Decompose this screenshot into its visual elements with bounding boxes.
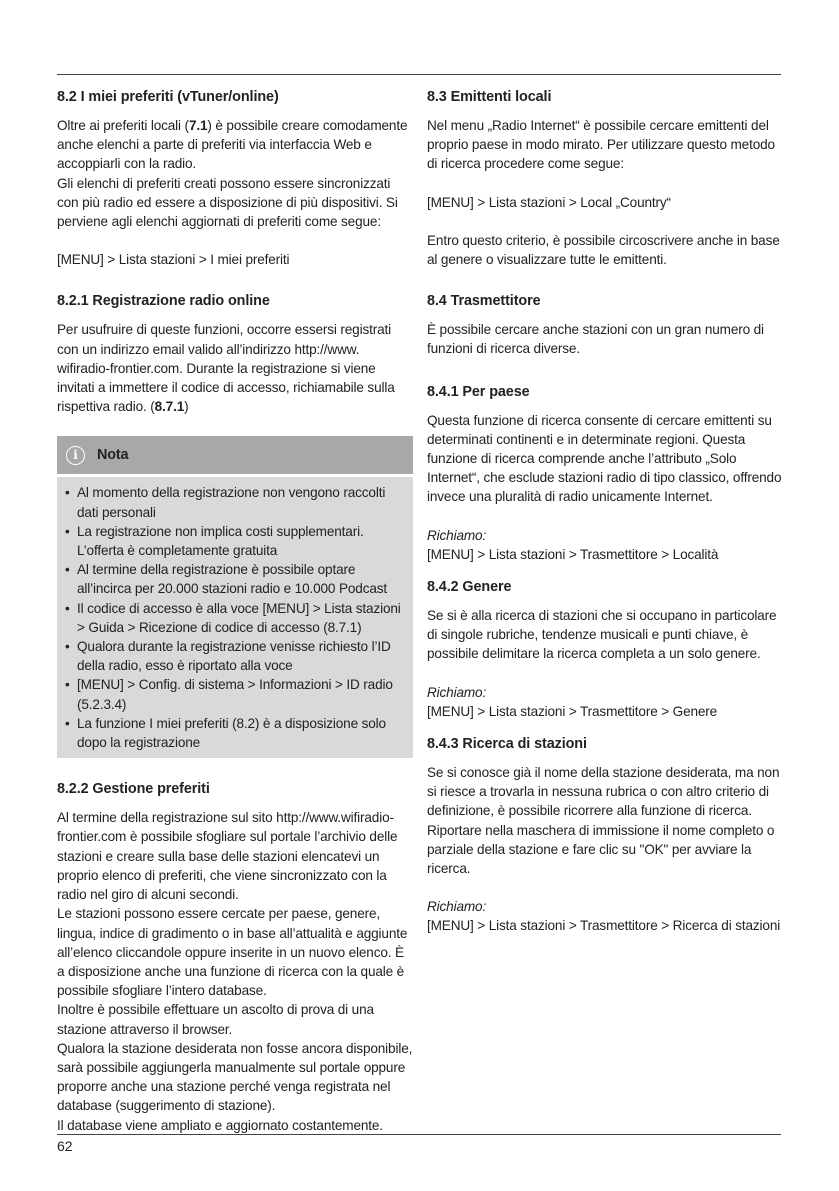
reference: 8.7.1 — [154, 399, 185, 415]
list-item: • Al momento della registrazione non vengono raccolti dati personali — [63, 483, 405, 521]
bottom-rule — [57, 1134, 781, 1135]
call-label — [427, 683, 783, 702]
paragraph: Riportare nella maschera di immissione il nome completo o parziale della stazione e fare clic su "OK" per avviare la ricerca. — [427, 822, 775, 877]
paragraph: Gli elenchi di preferiti creati possono essere sincronizzati con più radio ed essere a disposizione di più dispositivi. Si perviene agli elenchi aggiornati di preferiti come segue: — [57, 175, 398, 230]
right-column — [427, 86, 783, 936]
paragraph: Entro questo criterio, è possibile circoscrivere anche in base al genere o visualizzare tutte le emittenti. — [427, 232, 780, 268]
list-item: • La funzione I miei preferiti (8.2) è a disposizione solo dopo la registrazione — [63, 714, 405, 752]
section-8-4-1 — [427, 381, 783, 564]
menu-path: [MENU] > Lista stazioni > I miei preferiti — [57, 252, 290, 268]
page-number: 62 — [57, 1138, 73, 1154]
section-8-2 — [57, 86, 413, 269]
paragraph: Se si è alla ricerca di stazioni che si occupano in particolare di singole rubriche, tendenze musicali e punti chiave, è possibile delimitare la ricerca completa a un solo genere. — [427, 608, 777, 662]
section-8-3 — [427, 86, 783, 269]
call-label — [427, 526, 783, 545]
menu-path: [MENU] > Lista stazioni > Trasmettitore > Genere — [427, 703, 718, 719]
list-item: • Qualora durante la registrazione venisse richiesto l’ID della radio, esso è riportato alla voce — [63, 637, 405, 675]
section-8-4-2 — [427, 576, 783, 721]
paragraph: Al termine della registrazione sul sito http://www.wifiradio-frontier.com è possibile sfogliare sul portale l’archivio delle stazioni e creare sulla base delle stazioni elencatevi un proprio elenco di preferiti, che viene sincronizzato con la radio nel giro di alcuni secondi. — [57, 810, 398, 903]
section-8-4-3 — [427, 733, 783, 936]
paragraph: Se si conosce già il nome della stazione desiderata, ma non si riesce a trovarla in nessuna rubrica o con altro criterio di definizione, è possibile ricorrere alla funzione di ricerca. — [427, 765, 780, 819]
section-title: 8.4.1 Per paese — [427, 383, 530, 400]
list-item: • Al termine della registrazione è possibile optare all’incirca per 20.000 stazioni radio e 10.000 Podcast — [63, 560, 405, 598]
list-item: • La registrazione non implica costi supplementari. L’offerta è completamente gratuita — [63, 522, 405, 560]
paragraph: Nel menu „Radio Internet“ è possibile cercare emittenti del proprio paese in modo mirato. Per utilizzare questo metodo di ricerca procedere come segue: — [427, 118, 775, 172]
reference: 7.1 — [188, 118, 208, 133]
note-body — [57, 477, 413, 758]
paragraph: Inoltre è possibile effettuare un ascolto di prova di una stazione attraverso il browser. — [57, 1002, 374, 1037]
note-box — [57, 436, 413, 758]
paragraph — [57, 116, 413, 174]
section-8-2-1 — [57, 290, 413, 416]
paragraph: Le stazioni possono essere cercate per paese, genere, lingua, indice di gradimento o in base all’attualità e aggiunte all’elenco cliccandole oppure inserite in un nuovo elenco. È a disposizione anche una funzione di ricerca con la quale è possibile sfogliare l’intero database. — [57, 906, 408, 999]
paragraph: Questa funzione di ricerca consente di cercare emittenti su determinati continenti e in determinate regioni. Questa funzione di ricerca comprende anche l’attributo „Solo Internet“, che esclude stazioni radio di tipo classico, offrendo invece una pluralità di radio unicamente Internet. — [427, 412, 782, 505]
text: ) è possibile creare comodamente anche elenchi a parte di preferiti via interfaccia Web e accoppiarli con la radio. — [57, 118, 408, 172]
section-title: 8.4.3 Ricerca di stazioni — [427, 736, 587, 753]
call-label — [427, 897, 783, 916]
list-item: • Il codice di accesso è alla voce [MENU] > Lista stazioni > Guida > Ricezione di codice di accesso (8.7.1) — [63, 599, 405, 637]
call-text: Richiamo: — [427, 684, 487, 700]
section-title: 8.4.2 Genere — [427, 579, 512, 596]
section-8-2-2 — [57, 778, 413, 1134]
menu-path: [MENU] > Lista stazioni > Trasmettitore > Località — [427, 546, 719, 562]
paragraph: Il database viene ampliato e aggiornato costantemente. — [57, 1117, 383, 1133]
section-title: 8.2.1 Registrazione radio online — [57, 293, 270, 310]
list-item: • [MENU] > Config. di sistema > Informazioni > ID radio (5.2.3.4) — [63, 675, 405, 713]
section-title: 8.2.2 Gestione preferiti — [57, 781, 210, 798]
section-8-4 — [427, 290, 783, 358]
top-rule — [57, 74, 781, 75]
call-text: Richiamo: — [427, 527, 487, 543]
call-text: Richiamo: — [427, 899, 487, 915]
section-title: 8.4 Trasmettitore — [427, 293, 541, 310]
paragraph: È possibile cercare anche stazioni con un gran numero di funzioni di ricerca diverse. — [427, 322, 764, 357]
note-header — [57, 436, 413, 474]
paragraph — [57, 320, 413, 416]
text: Per usufruire di queste funzioni, occorre essersi registrati con un indirizzo email valido all’indirizzo http://www. wifiradio-frontier.com. Durante la registrazione si viene invitati a immettere il codice di accesso, richiamabile sulla rispettiva radio. ( — [57, 322, 395, 415]
paragraph: Qualora la stazione desiderata non fosse ancora disponibile, sarà possibile aggiungerla manualmente sul portale oppure proporre anche una stazione perché venga registrata nel database (suggerimento di stazione). — [57, 1040, 413, 1114]
section-title: 8.3 Emittenti locali — [427, 89, 552, 105]
text: Oltre ai preferiti locali ( — [57, 118, 189, 133]
info-icon: i — [66, 446, 85, 465]
menu-path: [MENU] > Lista stazioni > Trasmettitore > Ricerca di stazioni — [427, 918, 781, 934]
note-title: Nota — [97, 446, 129, 463]
left-column — [57, 86, 413, 1135]
note-list — [63, 483, 405, 752]
menu-path: [MENU] > Lista stazioni > Local „Country“ — [427, 194, 671, 210]
text: ) — [184, 399, 189, 415]
section-title: 8.2 I miei preferiti (vTuner/online) — [57, 89, 279, 105]
